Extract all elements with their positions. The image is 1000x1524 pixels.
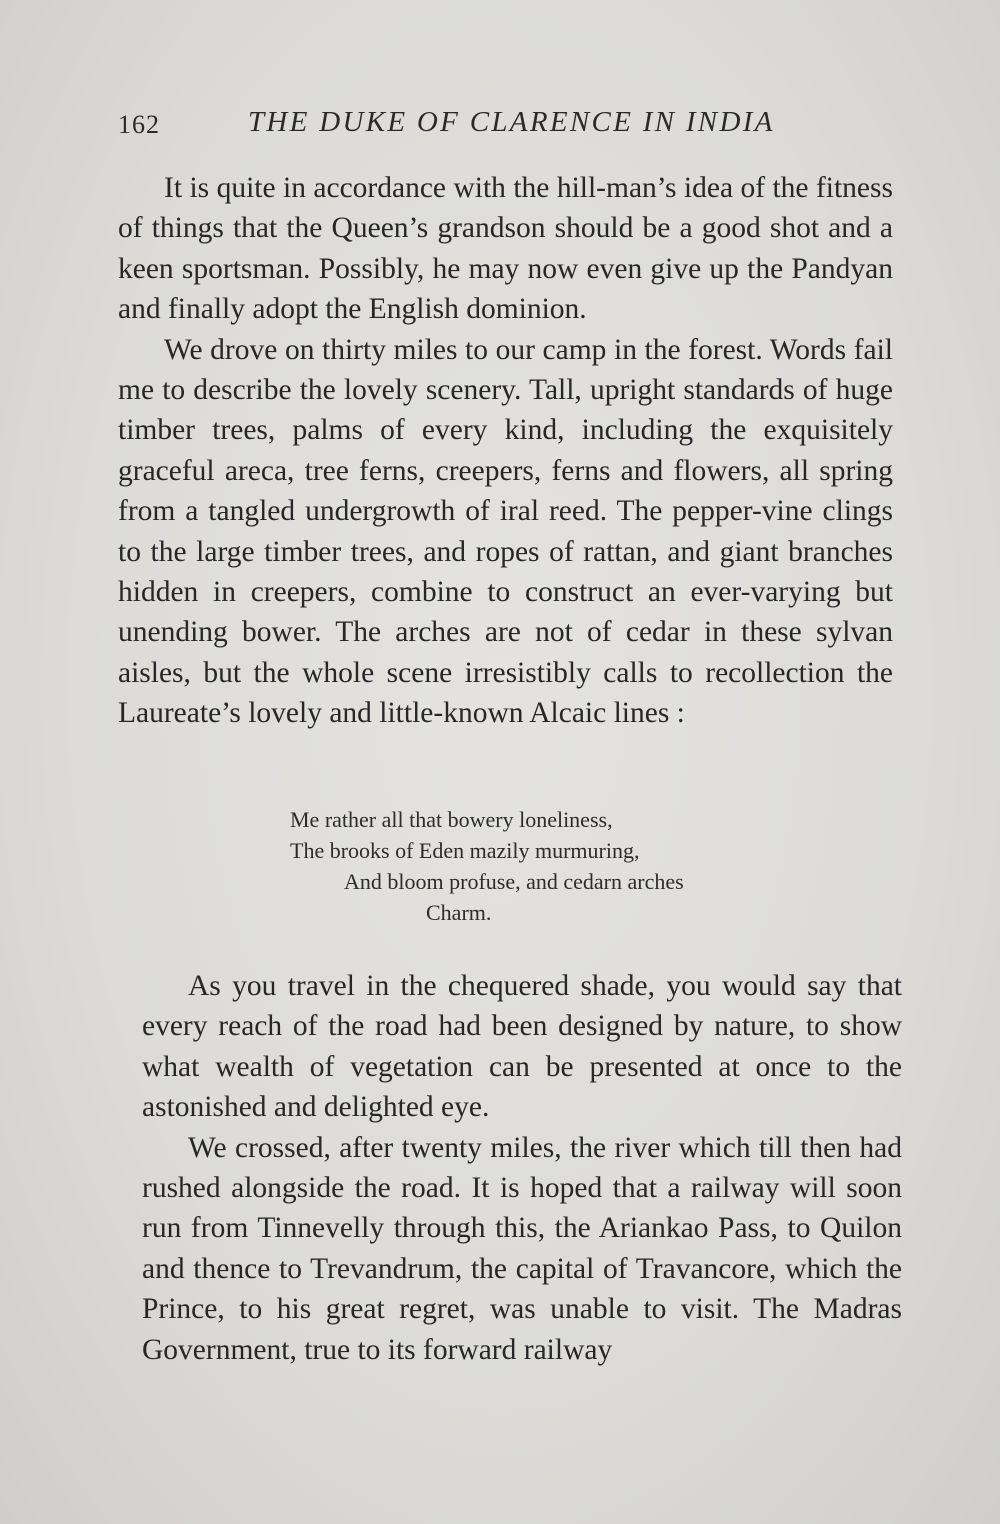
paragraph-forest-camp: We drove on thirty miles to our camp in the forest. Words fail me to describe the lovely scenery. Tall, upright standards of huge timber trees, palms of every kind, including the exquisitely graceful areca, tree ferns, creepers, ferns and flowers, all spring from a tangled undergrowth of iral reed. The pepper-vine clings to the large timber trees, and ropes of rattan, and giant branches hidden in creepers, combine to construct an ever-varying but unending bower. The arches are not of cedar in these sylvan aisles, but the whole scene irresistibly calls to recollection the Laureate’s lovely and little-known Alcaic lines : (118, 333, 893, 730)
verse-line: Me rather all that bowery loneliness, (290, 807, 613, 832)
running-title: THE DUKE OF CLARENCE IN INDIA (248, 106, 775, 138)
paragraph-river-railway: We crossed, after twenty miles, the river which till then had rushed alongside the road. It is hoped that a railway will soon run from Tinnevelly through this, the Ariankao Pass, to Quilon and thence to Trevandrum, the capital of Travancore, which the Prince, to his great regret, was unable to visit. The Madras Government, true to its forward railway (142, 1131, 902, 1366)
verse-line: And bloom profuse, and cedarn arches (344, 869, 684, 894)
text-block-top (118, 168, 893, 734)
verse-line: The brooks of Eden mazily murmuring, (290, 838, 640, 863)
page-number: 162 (118, 110, 160, 139)
paragraph-hill-man: It is quite in accordance with the hill-man’s idea of the fitness of things that the Queen’s grandson should be a good shot and a keen sportsman. Possibly, he may now even give up the Pandyan and finally adopt the English dominion. (118, 172, 893, 326)
verse-quotation (290, 804, 684, 928)
paragraph-chequered-shade: As you travel in the chequered shade, you would say that every reach of the road had been designed by nature, to show what wealth of vegetation can be presented at once to the astonished and delighted eye. (142, 970, 902, 1124)
text-block-bottom (142, 966, 902, 1370)
verse-line: Charm. (426, 900, 492, 925)
page-header (118, 104, 898, 144)
